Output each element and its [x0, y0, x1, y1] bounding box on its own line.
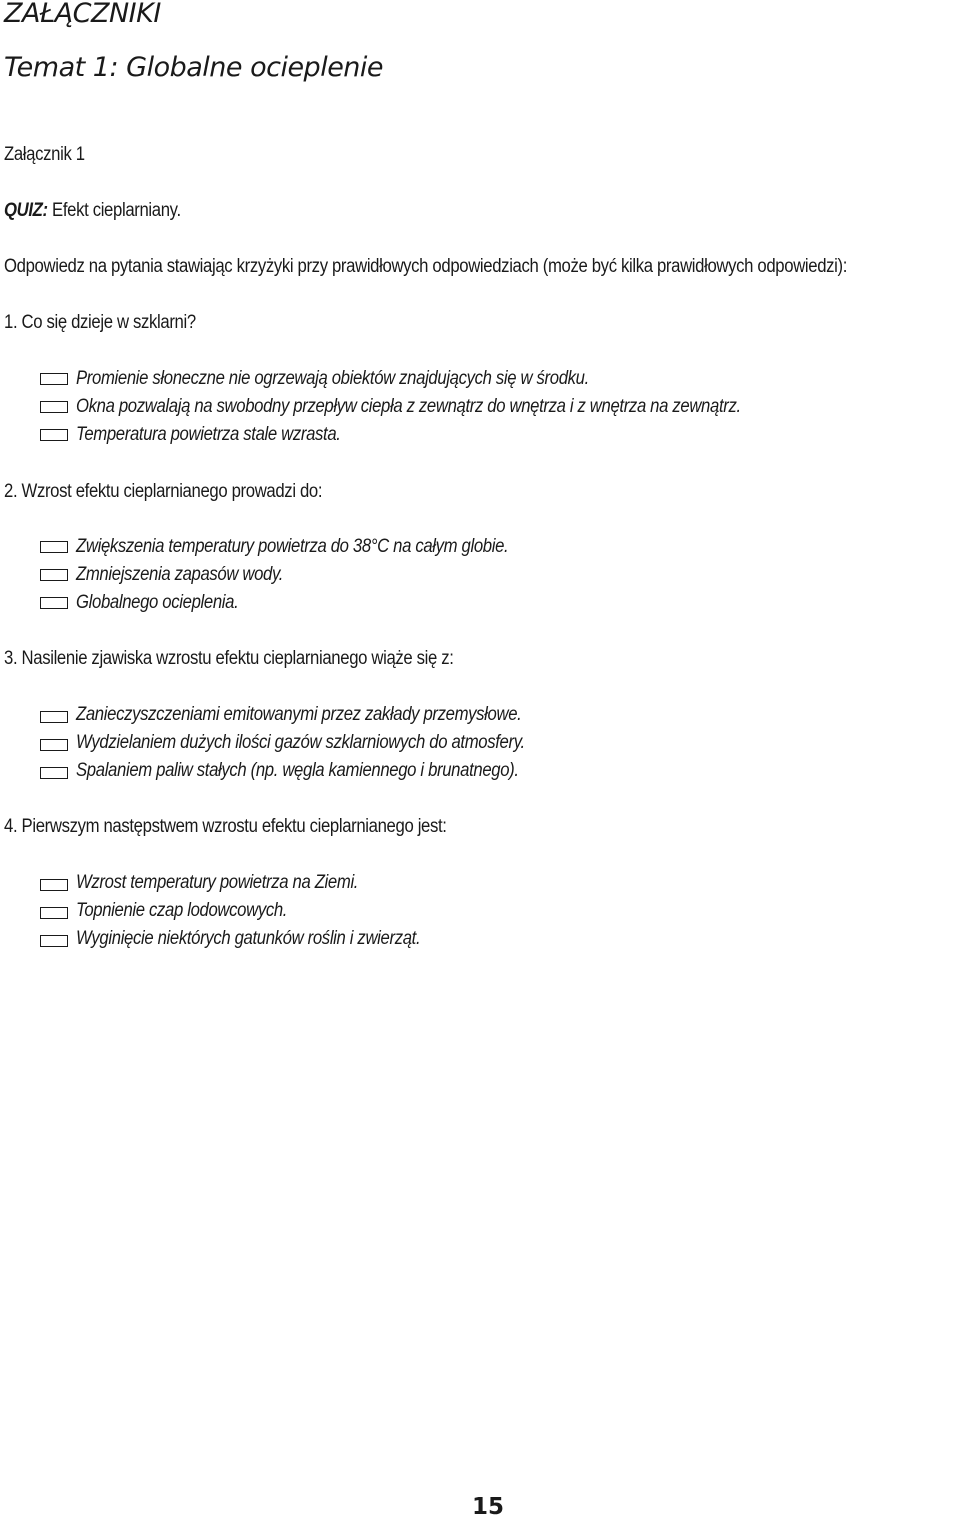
- checkbox-q1-a[interactable]: [40, 373, 68, 385]
- option-q4-a: Wzrost temperatury powietrza na Ziemi.: [76, 872, 359, 893]
- checkbox-q2-b[interactable]: [40, 569, 68, 581]
- checkbox-q2-c[interactable]: [40, 597, 68, 609]
- question-3: 3. Nasilenie zjawiska wzrostu efektu cieplarnianego wiąże się z:: [4, 648, 454, 669]
- quiz-heading: [4, 200, 181, 222]
- quiz-title: Efekt cieplarniany.: [52, 200, 181, 221]
- option-q2-c: Globalnego ocieplenia.: [76, 592, 239, 613]
- checkbox-q3-b[interactable]: [40, 739, 68, 751]
- checkbox-q3-a[interactable]: [40, 711, 68, 723]
- option-q2-a: Zwiększenia temperatury powietrza do 38°C na całym globie.: [76, 536, 509, 557]
- checkbox-q4-b[interactable]: [40, 907, 68, 919]
- attachment-label: Załącznik 1: [4, 144, 85, 165]
- checkbox-q4-c[interactable]: [40, 935, 68, 947]
- option-q3-c: Spalaniem paliw stałych (np. węgla kamiennego i brunatnego).: [76, 760, 519, 781]
- checkbox-q4-a[interactable]: [40, 879, 68, 891]
- checkbox-q2-a[interactable]: [40, 541, 68, 553]
- question-4: 4. Pierwszym następstwem wzrostu efektu cieplarnianego jest:: [4, 816, 447, 837]
- option-q1-c: Temperatura powietrza stale wzrasta.: [76, 424, 341, 445]
- option-q1-b: Okna pozwalają na swobodny przepływ ciepła z zewnątrz do wnętrza i z wnętrza na zewnątrz.: [76, 396, 741, 417]
- option-q1-a: Promienie słoneczne nie ogrzewają obiektów znajdujących się w środku.: [76, 368, 589, 389]
- page-number: 15: [472, 1494, 505, 1520]
- section-title: ZAŁĄCZNIKI: [4, 0, 161, 29]
- topic-title: Temat 1: Globalne ocieplenie: [4, 52, 384, 83]
- quiz-instruction: Odpowiedz na pytania stawiając krzyżyki przy prawidłowych odpowiedziach (może być kilka prawidłowych odpowiedzi):: [4, 256, 848, 277]
- checkbox-q3-c[interactable]: [40, 767, 68, 779]
- quiz-prefix: QUIZ:: [4, 200, 48, 221]
- option-q2-b: Zmniejszenia zapasów wody.: [76, 564, 284, 585]
- question-2: 2. Wzrost efektu cieplarnianego prowadzi do:: [4, 481, 323, 502]
- checkbox-q1-b[interactable]: [40, 401, 68, 413]
- question-1: 1. Co się dzieje w szklarni?: [4, 312, 196, 333]
- option-q4-c: Wyginięcie niektórych gatunków roślin i zwierząt.: [76, 928, 421, 949]
- option-q4-b: Topnienie czap lodowcowych.: [76, 900, 288, 921]
- option-q3-a: Zanieczyszczeniami emitowanymi przez zakłady przemysłowe.: [76, 704, 522, 725]
- checkbox-q1-c[interactable]: [40, 429, 68, 441]
- option-q3-b: Wydzielaniem dużych ilości gazów szklarniowych do atmosfery.: [76, 732, 525, 753]
